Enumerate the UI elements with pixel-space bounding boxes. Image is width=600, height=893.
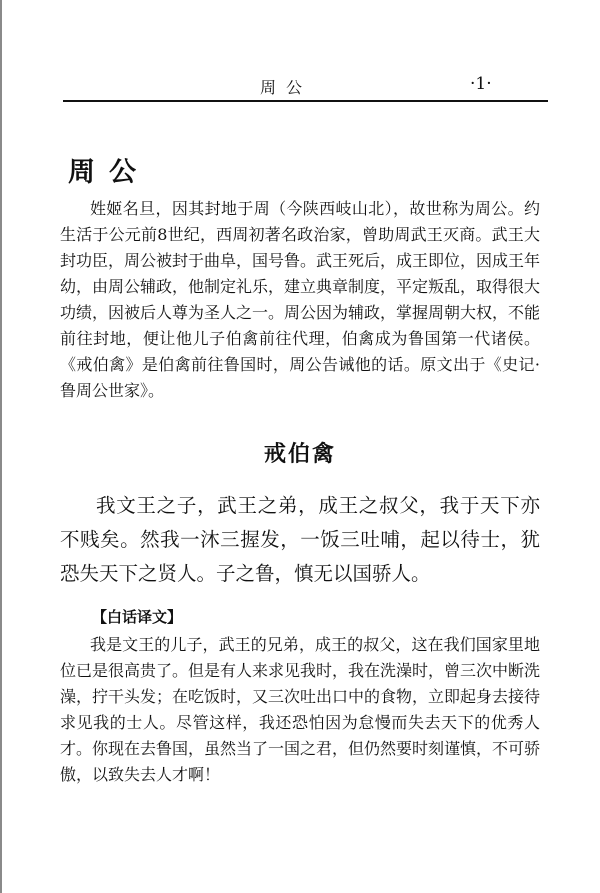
vernacular-translation: 我是文王的儿子，武王的兄弟，成王的叔父，这在我们国家里地位已是很高贵了。但是有人来求见我时，我在洗澡时，曾三次中断洗澡，拧干头发；在吃饭时，又三次吐出口中的食物，立即起身去接待求见我的士人。尽管这样，我还恐怕因为怠慢而失去天下的优秀人才。你现在去鲁国，虽然当了一国之君，但仍然要时刻谨慎，不可骄傲，以致失去人才啊！ bbox=[60, 635, 541, 784]
author-introduction: 姓姬名旦，因其封地于周（今陕西岐山北），故世称为周公。约生活于公元前8世纪，西周初著名政治家，曾助周武王灭商。武王大封功臣，周公被封于曲阜，国号鲁。武王死后，成王即位，因成王年幼，由周公辅政，他制定礼乐，建立典章制度，平定叛乱，取得很大功绩，因被后人尊为圣人之一。周公因为辅政，掌握周朝大权，不能前往封地，便让他儿子伯禽前往代理，伯禽成为鲁国第一代诸侯。《戒伯禽》是伯禽前往鲁国时，周公告诫他的话。原文出于《史记·鲁周公世家》。 bbox=[60, 199, 541, 400]
article-title: 戒伯禽 bbox=[263, 442, 336, 467]
original-classical-text: 我文王之子，武王之弟，成王之叔父，我于天下亦不贱矣。然我一沐三握发，一饭三吐哺，起以待士，犹恐失天下之贤人。子之鲁，慎无以国骄人。 bbox=[60, 494, 540, 585]
header-rule bbox=[63, 100, 548, 102]
section-title: 周公 bbox=[68, 157, 150, 188]
translation-label: 【白话译文】 bbox=[92, 608, 183, 626]
running-header-title: 周公 bbox=[260, 78, 313, 97]
page-number: ·1· bbox=[470, 74, 492, 94]
